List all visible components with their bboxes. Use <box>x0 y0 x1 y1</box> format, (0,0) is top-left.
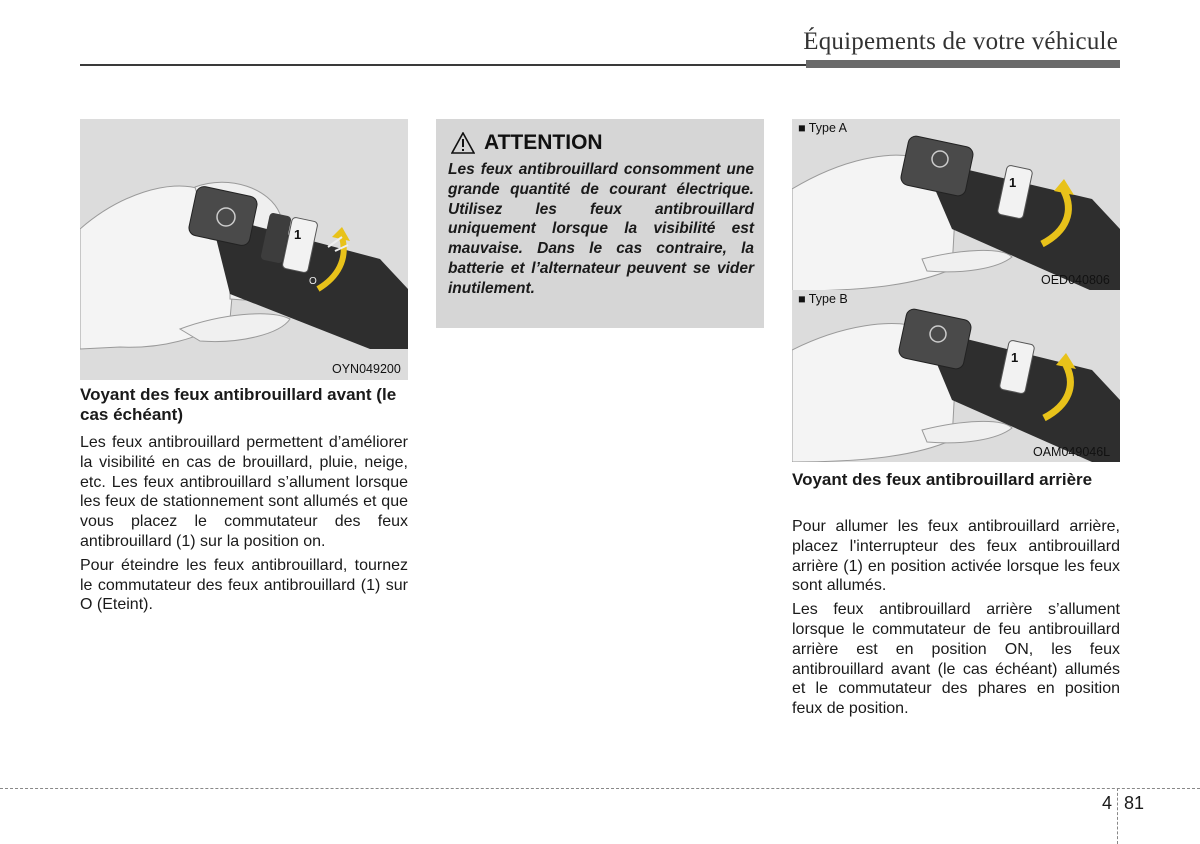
hand-switch-illustration <box>792 119 1120 291</box>
figure-code: OED040806 <box>1041 273 1110 287</box>
attention-box <box>436 119 764 328</box>
paragraph: Les feux antibrouillard arrière s’allument lorsque le commutateur de feu antibrouillard arrière est en position ON, les feux antibrouillard avant (le cas échéant) allumés et le commutateur des phares en position feux de position. <box>792 601 1120 718</box>
type-a-label: ■ Type A <box>798 121 848 135</box>
attention-title: ATTENTION <box>484 131 603 154</box>
header-rule <box>80 64 806 66</box>
page-header-title: Équipements de votre véhicule <box>803 28 1118 55</box>
figure-code: OYN049200 <box>332 362 401 376</box>
type-b-label: ■ Type B <box>798 292 848 306</box>
footer-rule <box>0 788 1200 789</box>
attention-text: Les feux antibrouillard consomment une grande quantité de courant électrique. Utilisez les feux antibrouillard uniquement lorsque la visibilité est mauvaise. Dans le cas contraire, la batterie et l’alternateur peuvent se vider inutilement. <box>448 161 754 297</box>
section-heading-rear-fog: Voyant des feux antibrouillard arrière <box>792 470 1093 489</box>
switch-position-number: 1 <box>1011 350 1019 365</box>
fog-light-switch-figure <box>80 119 408 380</box>
footer-divider <box>1117 788 1118 844</box>
hand-switch-illustration <box>80 119 408 380</box>
chapter-number: 4 <box>1102 793 1113 813</box>
paragraph: Pour allumer les feux antibrouillard arrière, placez l'interrupteur des feux antibrouillard arrière (1) en position activée lorsque les feux sont allumés. <box>792 518 1120 595</box>
section-heading-front-fog: Voyant des feux antibrouillard avant (le cas échéant) <box>80 385 397 424</box>
type-b-figure <box>792 290 1120 462</box>
switch-off-mark: O <box>309 276 317 287</box>
header-rule-accent <box>806 60 1120 68</box>
switch-position-number: 1 <box>1009 175 1017 190</box>
paragraph: Les feux antibrouillard permettent d’améliorer la visibilité en cas de brouillard, pluie, neige, etc. Les feux antibrouillard s’allument lorsque les feux de stationnement sont allumés et que vous placez le commutateur des feux antibrouillard (1) sur la position on. <box>80 434 408 550</box>
page-number: 81 <box>1124 793 1145 813</box>
warning-triangle-icon <box>451 132 475 154</box>
paragraph: Pour éteindre les feux antibrouillard, tournez le commutateur des feux antibrouillard (1) sur O (Eteint). <box>80 556 408 614</box>
type-a-figure <box>792 119 1120 291</box>
switch-position-number: 1 <box>294 227 302 242</box>
hand-switch-illustration <box>792 290 1120 462</box>
figure-code: OAM049046L <box>1033 445 1111 459</box>
